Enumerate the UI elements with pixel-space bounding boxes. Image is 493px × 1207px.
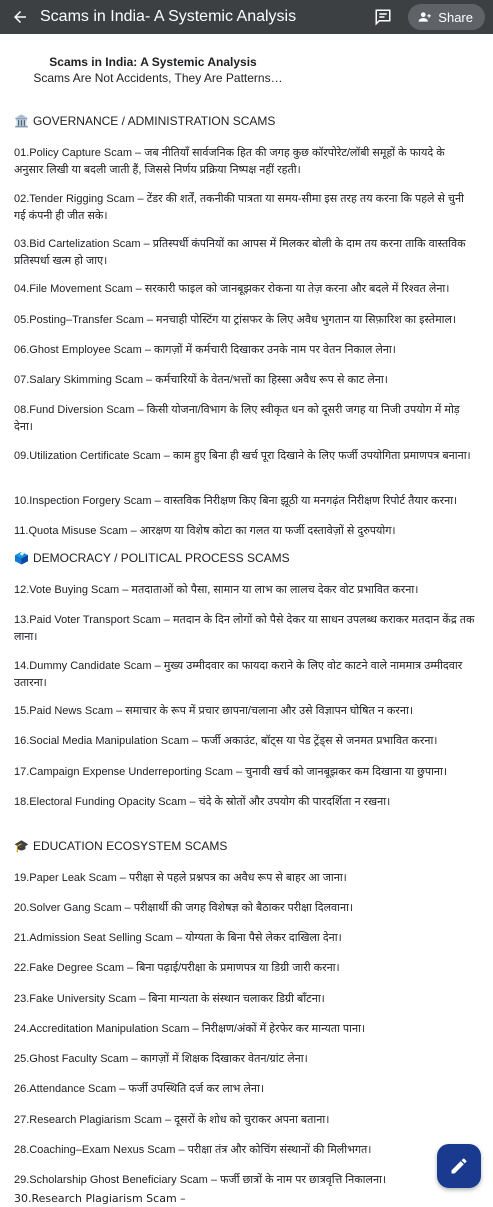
list-item: 16.Social Media Manipulation Scam – फर्जी अकाउंट, बॉट्स या पेड ट्रेंड्स से जनमत प्रभावित करना। bbox=[14, 735, 438, 747]
list-item: 27.Research Plagiarism Scam – दूसरों के शोध को चुराकर अपना बताना। bbox=[14, 1114, 330, 1126]
list-item: 11.Quota Misuse Scam – आरक्षण या विशेष कोटा का गलत या फर्जी दस्तावेज़ों से दुरुपयोग। bbox=[14, 525, 396, 537]
list-item: 20.Solver Gang Scam – परीक्षार्थी की जगह विशेषज्ञ को बैठाकर परीक्षा दिलवाना। bbox=[14, 902, 354, 914]
section-title: GOVERNANCE / ADMINISTRATION SCAMS bbox=[32, 114, 276, 128]
graduation-cap-icon: 🎓 bbox=[14, 839, 29, 853]
section-education bbox=[14, 839, 227, 853]
section-title: DEMOCRACY / POLITICAL PROCESS SCAMS bbox=[32, 551, 290, 565]
list-item: 22.Fake Degree Scam – बिना पढ़ाई/परीक्षा के प्रमाणपत्र या डिग्री जारी करना। bbox=[14, 962, 340, 974]
list-item: 21.Admission Seat Selling Scam – योग्यता के बिना पैसे लेकर दाखिला देना। bbox=[14, 932, 342, 944]
ballot-box-icon: 🗳️ bbox=[14, 551, 29, 565]
list-item: 10.Inspection Forgery Scam – वास्तविक निरीक्षण किए बिना झूठी या मनगढ़ंत निरीक्षण रिपोर्ट तैयार करना। bbox=[14, 495, 458, 507]
list-item: 14.Dummy Candidate Scam – मुख्य उम्मीदवार का फायदा कराने के लिए वोट काटने वाले नाममात्र उम्मीदवार उतारना। bbox=[14, 660, 463, 689]
list-item: 02.Tender Rigging Scam – टेंडर की शर्तें, तकनीकी पात्रता या समय-सीमा इस तरह तय करना कि पहले से चुनी गई कंपनी ही जीत सके। bbox=[14, 193, 464, 222]
list-item: 25.Ghost Faculty Scam – कागज़ों में शिक्षक दिखाकर वेतन/ग्रांट लेना। bbox=[14, 1053, 308, 1065]
list-item: 15.Paid News Scam – समाचार के रूप में प्रचार छापना/चलाना और उसे विज्ञापन घोषित न करना। bbox=[14, 705, 413, 717]
list-item: 18.Electoral Funding Opacity Scam – चंदे के स्रोतों और उपयोग की पारदर्शिता न रखना। bbox=[14, 796, 391, 808]
list-item: 08.Fund Diversion Scam – किसी योजना/विभाग के लिए स्वीकृत धन को दूसरी जगह या निजी उपयोग में मोड़ देना। bbox=[14, 404, 460, 433]
list-item: 05.Posting–Transfer Scam – मनचाही पोस्टिंग या ट्रांसफर के लिए अवैध भुगतान या सिफ़ारिश का इस्तेमाल। bbox=[14, 314, 457, 326]
cut-off-line: 30.Research Plagiarism Scam – bbox=[14, 1192, 186, 1205]
pencil-icon bbox=[449, 1156, 469, 1176]
list-item: 12.Vote Buying Scam – मतदाताओं को पैसा, सामान या लाभ का लालच देकर वोट प्रभावित करना। bbox=[14, 584, 419, 596]
list-item: 07.Salary Skimming Scam – कर्मचारियों के वेतन/भत्तों का हिस्सा अवैध रूप से काट लेना। bbox=[14, 374, 388, 386]
list-item: 03.Bid Cartelization Scam – प्रतिस्पर्धी कंपनियों का आपस में मिलकर बोली के दाम तय करना ताकि वास्तविक प्रतिस्पर्धा खत्म हो जाए। bbox=[14, 238, 466, 267]
list-item: 28.Coaching–Exam Nexus Scam – परीक्षा तंत्र और कोचिंग संस्थानों की मिलीभगत। bbox=[14, 1144, 372, 1156]
share-label: Share bbox=[438, 9, 473, 25]
person-add-icon bbox=[418, 10, 432, 24]
document-title: Scams in India- A Systemic Analysis bbox=[40, 8, 297, 25]
list-item: 26.Attendance Scam – फर्जी उपस्थिति दर्ज कर लाभ लेना। bbox=[14, 1083, 265, 1095]
comment-icon[interactable] bbox=[370, 4, 396, 30]
section-governance bbox=[14, 114, 275, 128]
list-item: 29.Scholarship Ghost Beneficiary Scam – फर्जी छात्रों के नाम पर छात्रवृत्ति निकालना। bbox=[14, 1174, 387, 1186]
list-item: 04.File Movement Scam – सरकारी फाइल को जानबूझकर रोकना या तेज़ करना और बदले में रिश्वत लेना। bbox=[14, 283, 450, 295]
list-item: 13.Paid Voter Transport Scam – मतदान के दिन लोगों को पैसे देकर या साधन उपलब्ध कराकर मतदान केंद्र तक लाना। bbox=[14, 614, 475, 643]
share-button[interactable] bbox=[408, 4, 485, 30]
section-democracy bbox=[14, 551, 290, 565]
app-top-bar bbox=[0, 0, 493, 34]
list-item: 09.Utilization Certificate Scam – काम हुए बिना ही खर्च पूरा दिखाने के लिए फर्जी उपयोगिता प्रमाणपत्र बनाना। bbox=[14, 450, 471, 462]
list-item: 23.Fake University Scam – बिना मान्यता के संस्थान चलाकर डिग्री बाँटना। bbox=[14, 993, 325, 1005]
document-body[interactable] bbox=[0, 34, 493, 1205]
list-item: 24.Accreditation Manipulation Scam – निरीक्षण/अंकों में हेरफेर कर मान्यता पाना। bbox=[14, 1023, 366, 1035]
bank-building-icon: 🏛️ bbox=[14, 114, 29, 128]
section-title: EDUCATION ECOSYSTEM SCAMS bbox=[32, 839, 228, 853]
list-item: 17.Campaign Expense Underreporting Scam – चुनावी खर्च को जानबूझकर कम दिखाना या छुपाना। bbox=[14, 766, 448, 778]
list-item: 19.Paper Leak Scam – परीक्षा से पहले प्रश्नपत्र का अवैध रूप से बाहर आ जाना। bbox=[14, 872, 347, 884]
list-item: 06.Ghost Employee Scam – कागज़ों में कर्मचारी दिखाकर उनके नाम पर वेतन निकाल लेना। bbox=[14, 344, 396, 356]
back-arrow-icon[interactable] bbox=[10, 7, 30, 27]
doc-subheading: Scams Are Not Accidents, They Are Patterns… bbox=[33, 71, 283, 85]
doc-heading: Scams in India: A Systemic Analysis bbox=[49, 55, 257, 69]
edit-fab-button[interactable] bbox=[437, 1144, 481, 1188]
list-item: 01.Policy Capture Scam – जब नीतियाँ सार्वजनिक हित की जगह कुछ कॉरपोरेट/लॉबी समूहों के फायदे के अनुसार लिखी या बदली जाती हैं, जिससे निर्णय प्रक्रिया निष्पक्ष नहीं रहती। bbox=[14, 147, 445, 176]
